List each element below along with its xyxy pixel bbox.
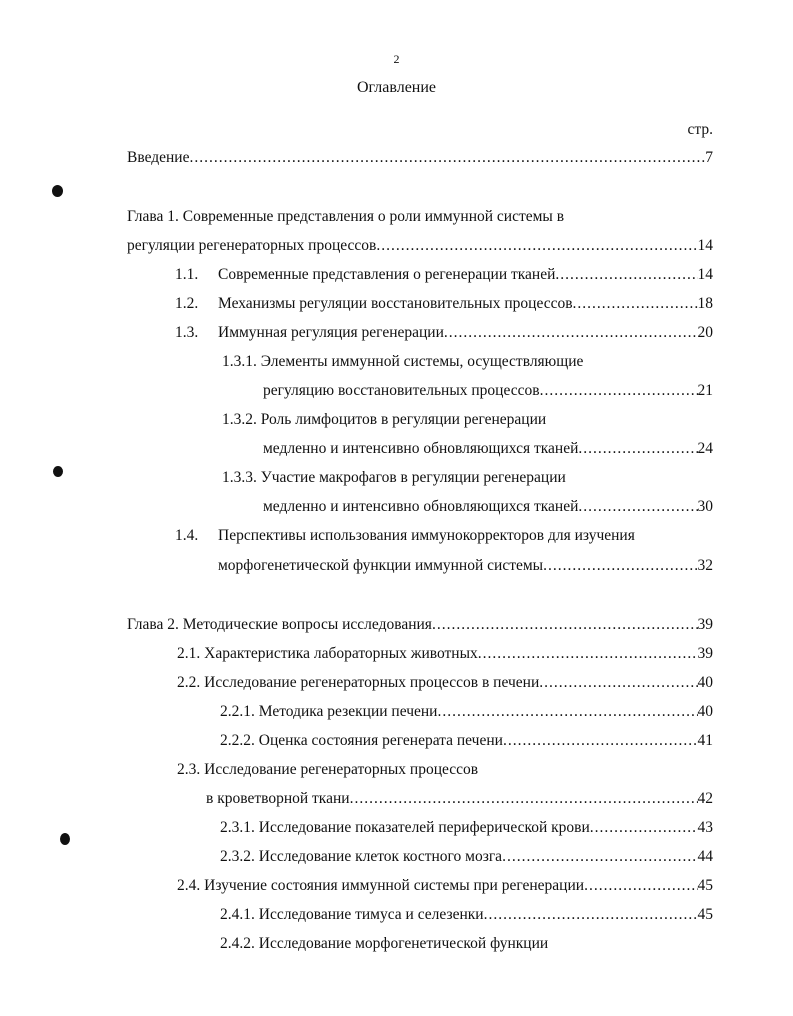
toc-entry-2-4-2 (220, 933, 713, 955)
toc-entry-page: 32 (697, 557, 713, 574)
toc-entry-text: регуляцию восстановительных процессов (263, 382, 540, 399)
toc-entry-chapter2 (127, 614, 713, 636)
toc-entry-page: 24 (697, 440, 713, 457)
toc-entry-text: Глава 2. Методические вопросы исследования (127, 616, 432, 633)
toc-entry-page: 14 (697, 266, 713, 283)
toc-entry-1-1 (175, 264, 713, 286)
toc-entry-text: Введение (127, 149, 190, 166)
toc-entry-page: 45 (697, 906, 713, 923)
toc-entry-text: 2.4.2. Исследование морфогенетической функции (220, 935, 549, 952)
toc-entry-2-2-2 (220, 730, 713, 752)
toc-entry-text: 2.2.1. Методика резекции печени (220, 703, 438, 720)
page-number: 2 (393, 52, 400, 66)
toc-entry-text: 2.2.2. Оценка состояния регенерата печени (220, 732, 503, 749)
toc-entry-1-3-1-line1 (222, 351, 713, 373)
toc-entry-2-3-line2 (206, 788, 713, 810)
toc-entry-text: Иммунная регуляция регенерации (218, 324, 444, 341)
toc-entry-text: регуляции регенераторных процессов (127, 237, 377, 254)
toc-entry-text: морфогенетической функции иммунной системы (218, 557, 544, 574)
toc-entry-text: 2.2. Исследование регенераторных процессов в печени (177, 674, 540, 691)
toc-entry-page: 21 (697, 382, 713, 399)
toc-entry-text: Современные представления о регенерации тканей (218, 266, 556, 283)
toc-entry-text: 2.1. Характеристика лабораторных животных (177, 645, 478, 662)
toc-entry-1-3-2-line2 (263, 438, 713, 460)
toc-entry-text: Глава 1. Современные представления о роли иммунной системы в (127, 208, 565, 225)
toc-entry-page: 14 (697, 237, 713, 254)
toc-entry-page: 39 (697, 645, 713, 662)
toc-entry-1-3-3-line2 (263, 496, 713, 518)
toc-entry-page: 45 (697, 877, 713, 894)
toc-entry-2-3-2 (220, 846, 713, 868)
toc-entry-text: 1.3.3. Участие макрофагов в регуляции регенерации (222, 469, 566, 486)
toc-entry-intro (127, 147, 713, 169)
toc-entry-2-4 (177, 875, 713, 897)
toc-entry-page: 20 (697, 324, 713, 341)
toc-entry-text: 1.3.2. Роль лимфоцитов в регуляции регенерации (222, 411, 547, 428)
toc-entry-1-3-2-line1 (222, 409, 713, 431)
toc-entry-number: 1.2. (175, 295, 199, 312)
toc-entry-chapter1-line1 (127, 206, 713, 228)
toc-entry-page: 44 (697, 848, 713, 865)
punch-hole-mark (52, 185, 63, 197)
toc-entry-1-3 (175, 322, 713, 344)
toc-entry-text: 2.4.1. Исследование тимуса и селезенки (220, 906, 484, 923)
punch-hole-mark (53, 466, 63, 477)
toc-entry-chapter1-line2 (127, 235, 713, 257)
toc-entry-text: 2.3.1. Исследование показателей периферической крови (220, 819, 590, 836)
toc-entry-page: 42 (697, 790, 713, 807)
toc-entry-2-2 (177, 672, 713, 694)
toc-entry-2-3-1 (220, 817, 713, 839)
toc-entry-1-4-line2 (218, 555, 713, 577)
toc-entry-number: 1.3. (175, 324, 199, 341)
toc-entry-1-4-line1 (175, 525, 713, 547)
toc-entry-1-3-3-line1 (222, 467, 713, 489)
toc-entry-page: 40 (697, 703, 713, 720)
toc-entry-2-4-1 (220, 904, 713, 926)
punch-hole-mark (60, 833, 70, 845)
toc-entry-text: медленно и интенсивно обновляющихся тканей (263, 498, 579, 515)
toc-entry-text: 2.4. Изучение состояния иммунной системы при регенерации (177, 877, 585, 894)
toc-entry-1-2 (175, 293, 713, 315)
toc-entry-page: 39 (697, 616, 713, 633)
toc-entry-2-1 (177, 643, 713, 665)
toc-entry-page: 30 (697, 498, 713, 515)
toc-entry-2-2-1 (220, 701, 713, 723)
toc-entry-page: 40 (697, 674, 713, 691)
page-column-label: стр. (687, 121, 713, 138)
toc-entry-text: в кроветворной ткани (206, 790, 350, 807)
toc-entry-2-3-line1 (177, 759, 713, 781)
toc-entry-text: 2.3. Исследование регенераторных процессов (177, 761, 479, 778)
toc-entry-page: 18 (697, 295, 713, 312)
toc-entry-number: 1.4. (175, 527, 199, 544)
toc-entry-text: медленно и интенсивно обновляющихся тканей (263, 440, 579, 457)
toc-entry-page: 41 (697, 732, 713, 749)
toc-entry-text: Механизмы регуляции восстановительных процессов (218, 295, 573, 312)
toc-entry-text: 1.3.1. Элементы иммунной системы, осуществляющие (222, 353, 584, 370)
toc-entry-number: 1.1. (175, 266, 199, 283)
toc-entry-page: 43 (697, 819, 713, 836)
toc-entry-text: 2.3.2. Исследование клеток костного мозга (220, 848, 503, 865)
toc-entry-1-3-1-line2 (263, 380, 713, 402)
toc-entry-text: Перспективы использования иммунокорректоров для изучения (218, 527, 635, 544)
page-title: Оглавление (356, 79, 437, 96)
toc-entry-page: 7 (705, 149, 713, 166)
